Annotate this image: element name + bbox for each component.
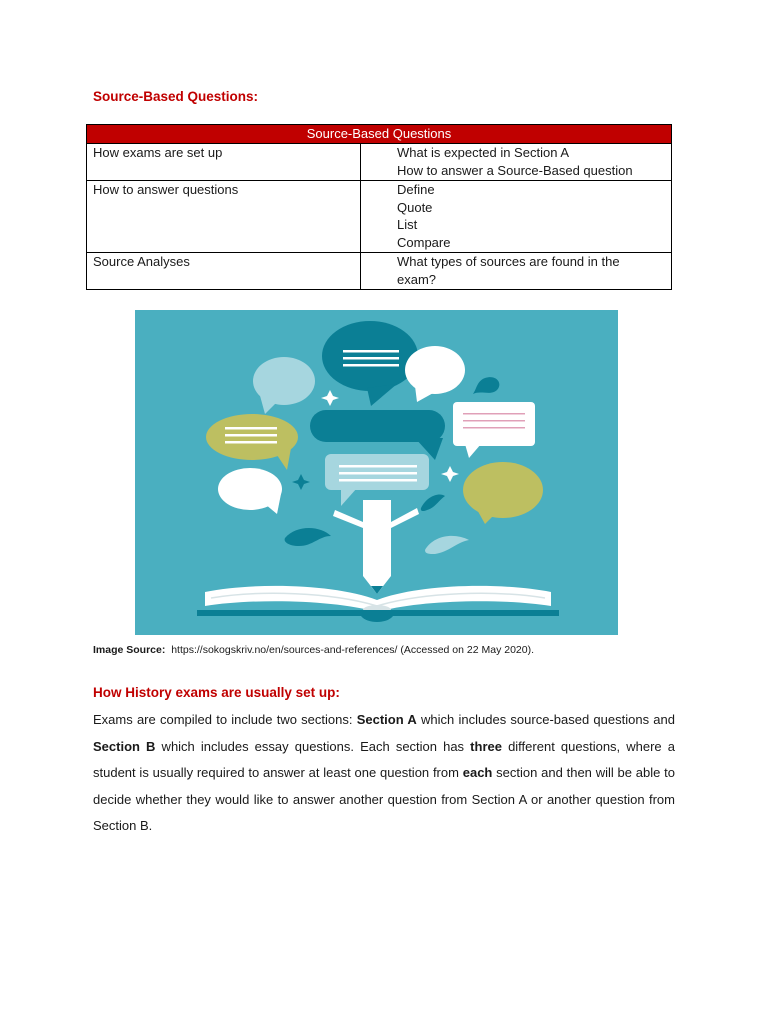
table-cell-details bbox=[361, 253, 672, 290]
paragraph-text: Exams are compiled to include two sections: bbox=[93, 712, 357, 727]
exam-setup-paragraph bbox=[93, 707, 675, 840]
detail-line: How to answer a Source-Based question bbox=[397, 162, 633, 178]
section-heading-source-based: Source-Based Questions: bbox=[93, 89, 259, 104]
detail-line: Define bbox=[397, 182, 435, 197]
detail-line: exam? bbox=[397, 271, 437, 287]
detail-line: Compare bbox=[397, 234, 451, 250]
paragraph-text: different questions, where a student is usually required to answer at least one question from bbox=[93, 738, 675, 781]
source-based-questions-table bbox=[86, 124, 672, 290]
paragraph-text: which includes essay questions. Each section has bbox=[155, 738, 471, 754]
table-row bbox=[87, 144, 672, 181]
table-cell-details bbox=[361, 144, 672, 181]
table-cell-topic: How to answer questions bbox=[87, 181, 361, 253]
paragraph-text: which includes source-based questions and bbox=[416, 712, 675, 727]
paragraph-bold: Section A bbox=[356, 712, 417, 727]
detail-line: What is expected in Section A bbox=[397, 145, 569, 160]
detail-line: Quote bbox=[397, 199, 433, 215]
detail-line: List bbox=[397, 217, 418, 232]
table-header: Source-Based Questions bbox=[87, 125, 672, 144]
image-caption bbox=[93, 644, 534, 656]
paragraph-text: section and then will be able to decide whether they would like to answer another question from Section A or another question from Section B. bbox=[93, 765, 675, 834]
paragraph-bold: three bbox=[470, 738, 502, 754]
table-cell-topic: Source Analyses bbox=[87, 253, 361, 290]
paragraph-bold: Section B bbox=[93, 738, 156, 754]
table-cell-topic: How exams are set up bbox=[87, 144, 361, 181]
paragraph-bold: each bbox=[462, 765, 493, 781]
table-row bbox=[87, 253, 672, 290]
section-heading-exam-setup: How History exams are usually set up: bbox=[93, 685, 340, 700]
caption-label: Image Source: bbox=[93, 644, 166, 656]
detail-line: What types of sources are found in the bbox=[397, 254, 620, 269]
speech-bubbles-book-illustration bbox=[135, 310, 618, 635]
table-cell-details bbox=[361, 181, 672, 253]
table-row bbox=[87, 181, 672, 253]
caption-source-link[interactable]: https://sokogskriv.no/en/sources-and-references/ (Accessed on 22 May 2020). bbox=[171, 644, 535, 656]
